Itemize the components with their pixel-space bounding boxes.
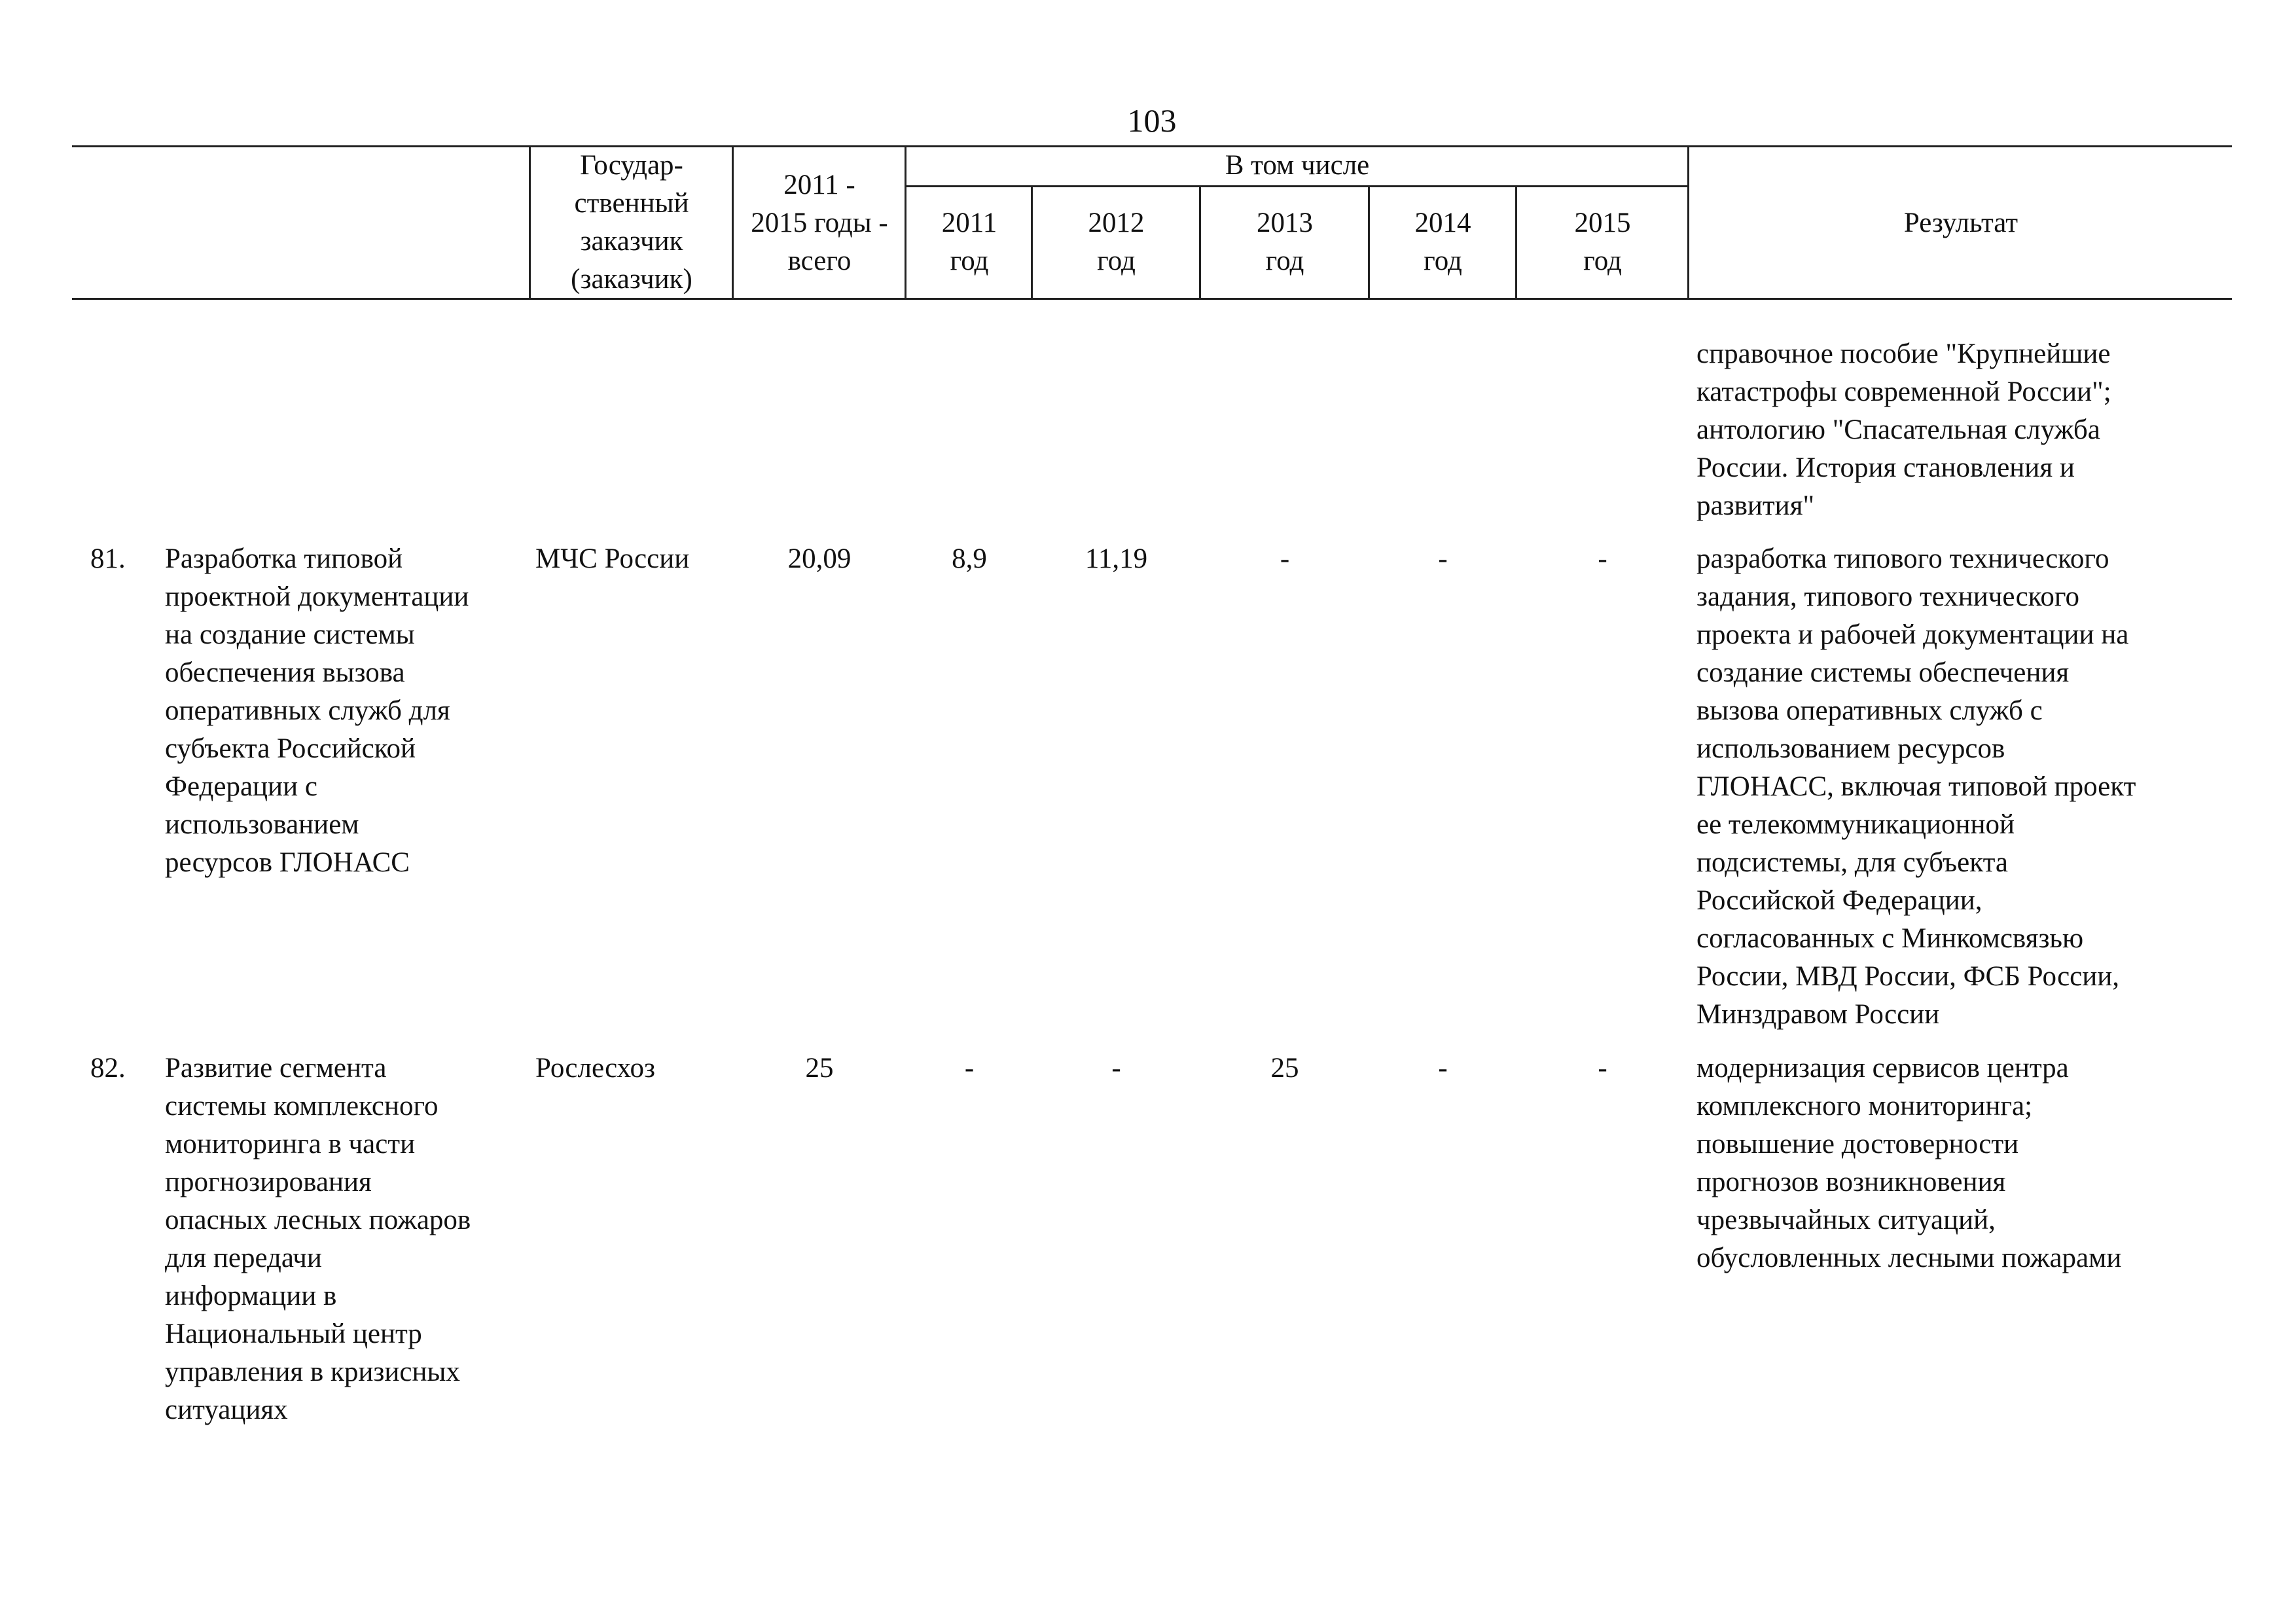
header-divider xyxy=(905,145,906,300)
table-row-name: Разработка типовой проектной документации на создание системы обеспечения вызова оперативных служб для субъекта Российской Федерации с использованием ресурсов ГЛОНАСС xyxy=(165,543,469,878)
table-row-value-2015: - xyxy=(1598,543,1607,574)
header-divider xyxy=(1515,185,1517,300)
header-result: Результат xyxy=(1903,208,2018,238)
header-customer: Государ- ственный заказчик (заказчик) xyxy=(571,150,692,295)
table-row-value-2014: - xyxy=(1438,1053,1448,1084)
table-row-result: разработка типового технического задания, типового технического проекта и рабочей документации на создание системы обеспечения вызова оперативных служб с использованием ресурсов ГЛОНАСС, включая типовой проект ее телекоммуникационной подсистемы, для субъекта Российской Федерации, согласованных с Минкомсвязью России, МВД России, ФСБ России, Минздравом России xyxy=(1696,543,2136,1030)
header-total: 2011 - 2015 годы - всего xyxy=(751,170,888,276)
header-divider xyxy=(732,145,734,300)
table-row-value-2011: 8,9 xyxy=(952,543,987,574)
table-row-value-2012: 11,19 xyxy=(1085,543,1148,574)
table-row-value-2012: - xyxy=(1111,1053,1121,1084)
header-year-2014: 2014 год xyxy=(1414,208,1471,276)
table-row-value-2013: 25 xyxy=(1270,1053,1299,1084)
header-year-2015: 2015 год xyxy=(1574,208,1631,276)
header-divider xyxy=(1199,185,1201,300)
table-row-customer: МЧС России xyxy=(535,543,690,574)
continuation-result: справочное пособие "Крупнейшие катастрофы современной России"; антологию "Спасательная служба России. История становления и развития" xyxy=(1696,338,2111,521)
header-year-2012: 2012 год xyxy=(1088,208,1145,276)
table-row-total: 25 xyxy=(805,1053,834,1084)
table-row-number: 82. xyxy=(90,1053,126,1084)
header-divider xyxy=(1368,185,1370,300)
table-row-result: модернизация сервисов центра комплексного мониторинга; повышение достоверности прогнозов возникновения чрезвычайных ситуаций, обусловленных лесными пожарами xyxy=(1696,1053,2122,1273)
header-bottom-rule xyxy=(72,298,2232,300)
header-divider xyxy=(1687,145,1689,300)
subheader-rule xyxy=(906,185,1689,187)
page-number: 103 xyxy=(1127,102,1177,139)
table-row-value-2011: - xyxy=(964,1053,975,1084)
header-divider xyxy=(529,145,531,300)
table-row-value-2014: - xyxy=(1438,543,1448,574)
table-row-customer: Рослесхоз xyxy=(535,1053,655,1084)
table-row-number: 81. xyxy=(90,543,126,574)
table-row-value-2013: - xyxy=(1280,543,1290,574)
table-row-name: Развитие сегмента системы комплексного мониторинга в части прогнозирования опасных лесных пожаров для передачи информации в Национальный центр управления в кризисных ситуациях xyxy=(165,1053,471,1425)
table-row-value-2015: - xyxy=(1598,1053,1607,1084)
table-row-total: 20,09 xyxy=(787,543,852,574)
header-including: В том числе xyxy=(1225,150,1370,181)
header-year-2011: 2011 год xyxy=(941,208,997,276)
header-year-2013: 2013 год xyxy=(1257,208,1313,276)
